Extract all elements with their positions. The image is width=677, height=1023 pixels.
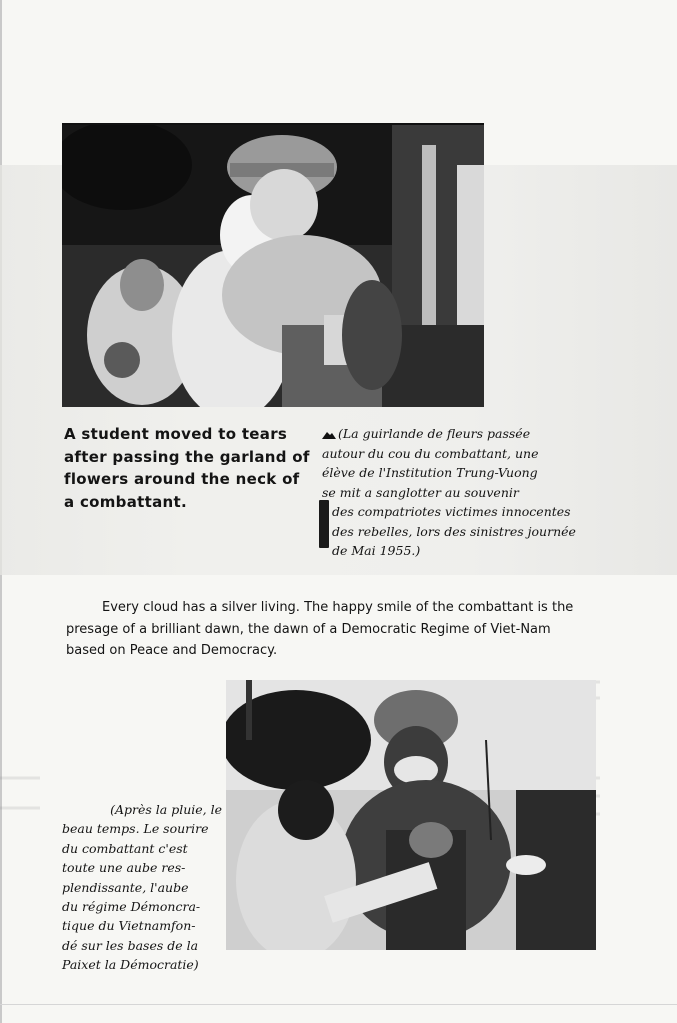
caption-french-2-line: du combattant c'est [62,840,188,856]
caption-french-2 [62,800,222,975]
caption-french-2-line: plendissante, l'aube [62,879,189,895]
caption-french-2-line: toute une aube res- [62,860,186,876]
caption-french-2-line: dé sur les bases de la [62,937,199,953]
caption-french-2-line: Paixet la Démocratie) [62,957,199,973]
caption-french-line: (La guirlande de fleurs passée [322,424,600,444]
caption-english-line: after passing the garland of [64,447,310,466]
caption-french-2-line: tique du Vietnamfon- [62,918,196,934]
caption-french-line: se mit a sanglotter au souvenir [322,484,519,500]
body-paragraph-line: presage of a brilliant dawn, the dawn of a Democratic Regime of Viet-Nam [66,621,551,637]
bottom-divider [0,1004,677,1005]
caption-french-2-line: beau temps. Le sourire [62,821,209,837]
body-paragraph-line: based on Peace and Democracy. [66,643,278,658]
caption-french-line: élève de l'Institution Trung-Vuong [322,465,538,480]
caption-french-2-line: (Après la pluie, le [110,802,222,817]
caption-french-line: des compatriotes victimes innocentes [332,504,571,519]
print-mark [319,500,329,548]
caption-french-line: autour du cou du combattant, une [322,445,539,461]
caption-french-line: des rebelles, lors des sinistres journée [332,523,576,539]
caption-french-line: de Mai 1955.) [332,543,421,558]
caption-english-line: A student moved to tears [64,425,288,443]
body-paragraph-line: Every cloud has a silver living. The happy smile of the combattant is the [102,600,574,615]
caption-english [64,423,322,513]
caption-french-2-line: du régime Démoncra- [62,899,201,915]
photo-smiling-soldier [226,680,596,950]
caption-english-line: flowers around the neck of [64,470,300,488]
caption-french [322,424,600,561]
caption-english-line: a combattant. [64,492,187,511]
body-paragraph [66,597,600,662]
photo-student-garland [62,123,484,407]
print-smudge-icon [322,430,336,439]
